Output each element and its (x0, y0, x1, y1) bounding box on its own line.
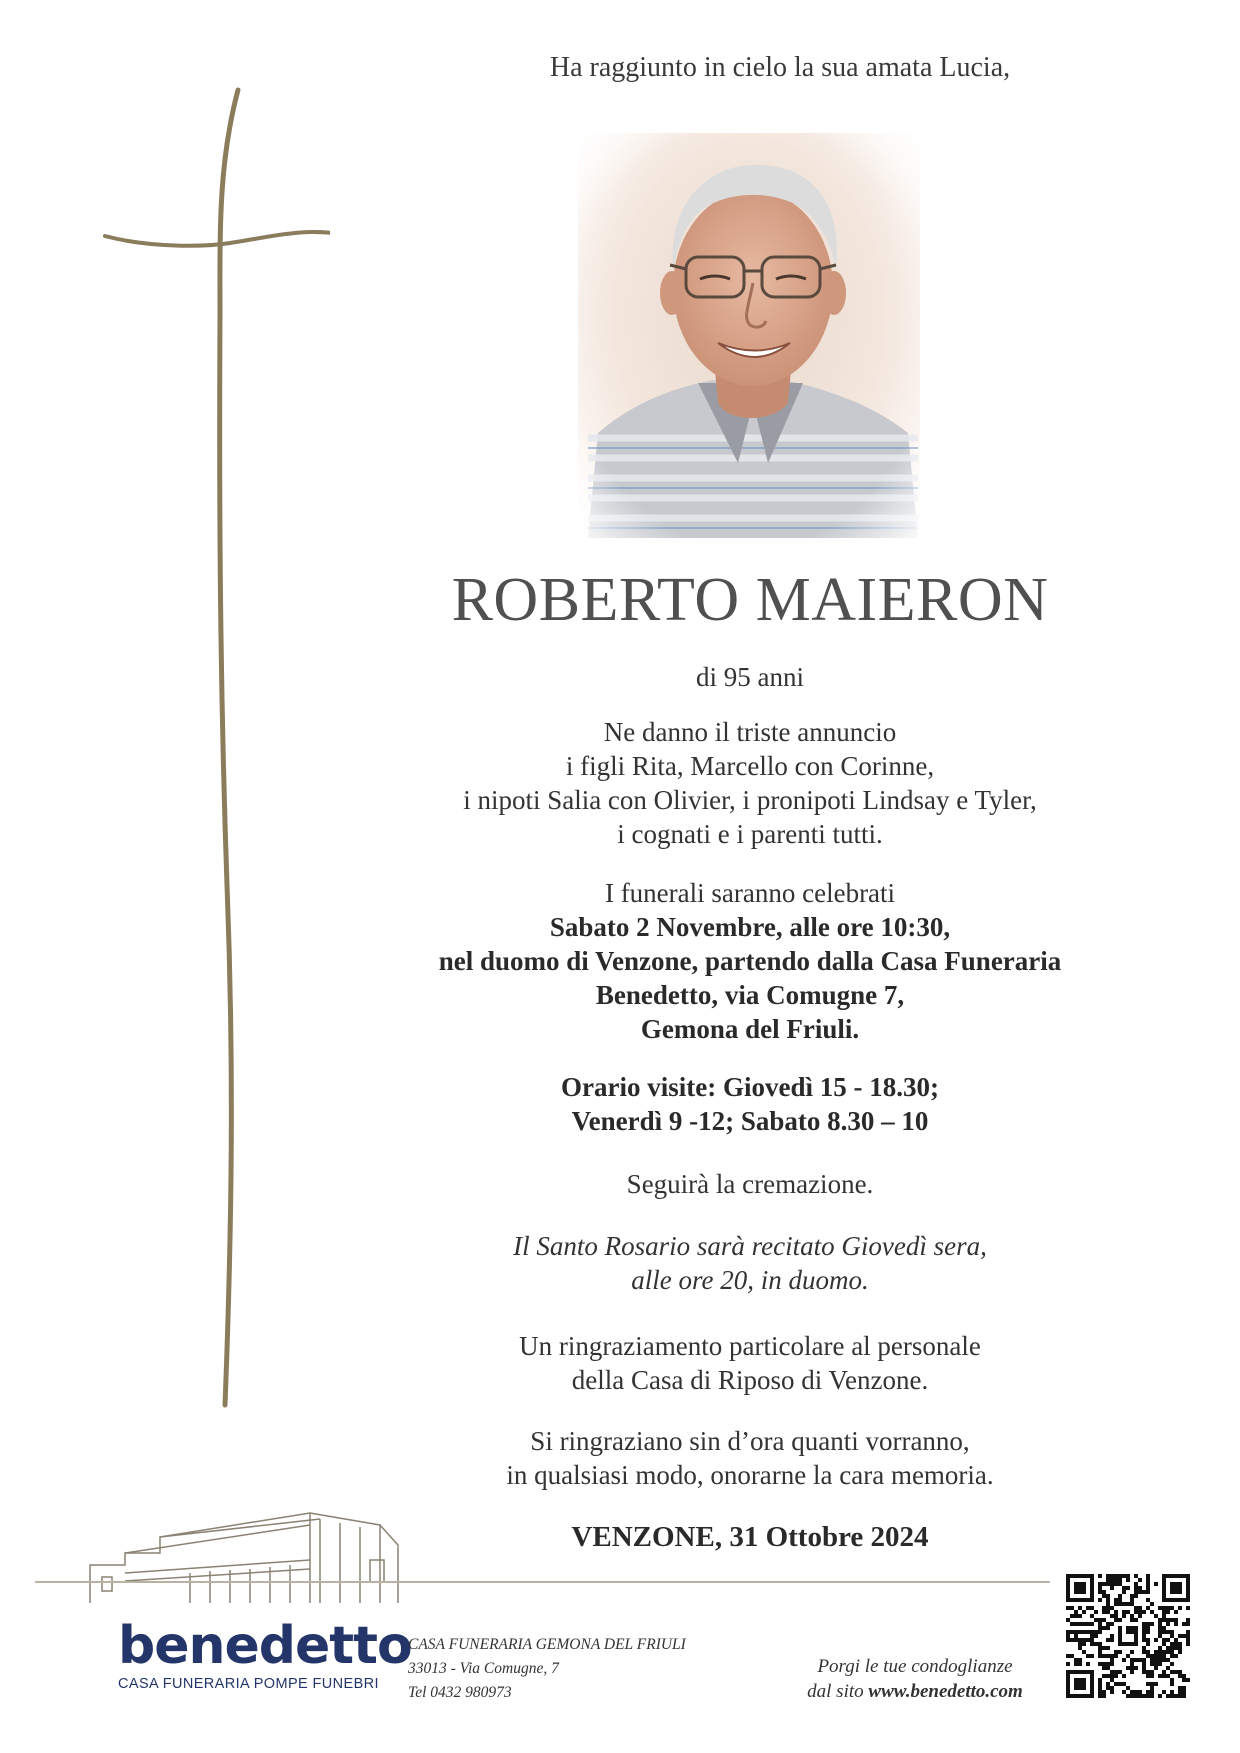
condolences-line (770, 1679, 1060, 1704)
announcement-line: Ne danno il triste annuncio (603, 717, 897, 747)
thanks-block (360, 1329, 1140, 1397)
thanks-line: Un ringraziamento particolare al personale (519, 1331, 981, 1361)
rosary-line: alle ore 20, in duomo. (631, 1265, 869, 1295)
place-date: VENZONE, 31 Ottobre 2024 (571, 1521, 929, 1553)
rosary-line: Il Santo Rosario sarà recitato Giovedì sera, (513, 1231, 987, 1261)
age-text: di 95 anni (696, 662, 804, 692)
logo-wordmark: benedetto (118, 1616, 412, 1676)
visiting-hours-block (360, 1070, 1140, 1138)
qr-code-icon[interactable] (1066, 1574, 1190, 1698)
funeral-home-address (408, 1633, 686, 1705)
funeral-intro: I funerali saranno celebrati (604, 878, 896, 908)
address-line: Tel 0432 980973 (408, 1684, 512, 1701)
announcement-line: i figli Rita, Marcello con Corinne, (565, 751, 935, 781)
funeral-detail-line: Sabato 2 Novembre, alle ore 10:30, (549, 912, 951, 942)
funeral-detail-line: nel duomo di Venzone, partendo dalla Casa Funeraria (438, 946, 1062, 976)
announcement-line: i cognati e i parenti tutti. (617, 819, 883, 849)
funeral-block (360, 876, 1140, 1046)
cross-icon (100, 85, 330, 1425)
deceased-name: ROBERTO MAIERON (451, 566, 1049, 634)
footer-divider (35, 1581, 1050, 1583)
website-link[interactable]: www.benedetto.com (868, 1681, 1023, 1702)
portrait-photo (578, 133, 920, 538)
memory-block (360, 1424, 1140, 1492)
funeral-detail-line: Gemona del Friuli. (640, 1014, 860, 1044)
visiting-hours-line: Orario visite: Giovedì 15 - 18.30; (561, 1072, 939, 1102)
condolences-line: Porgi le tue condoglianze (817, 1656, 1013, 1677)
address-line: CASA FUNERARIA GEMONA DEL FRIULI (408, 1636, 686, 1653)
announcement-block (360, 715, 1140, 851)
announcement-line: i nipoti Salia con Olivier, i pronipoti Lindsay e Tyler, (463, 785, 1037, 815)
building-icon (80, 1465, 410, 1605)
memory-line: in qualsiasi modo, onorarne la cara memoria. (506, 1460, 994, 1490)
benedetto-logo (118, 1616, 412, 1692)
address-line: 33013 - Via Comugne, 7 (408, 1660, 559, 1677)
logo-subtitle: CASA FUNERARIA POMPE FUNEBRI (118, 1676, 379, 1692)
cremation-text: Seguirà la cremazione. (626, 1169, 874, 1199)
memory-line: Si ringraziano sin d’ora quanti vorranno, (530, 1426, 970, 1456)
visiting-hours-line: Venerdì 9 -12; Sabato 8.30 – 10 (571, 1106, 929, 1136)
thanks-line: della Casa di Riposo di Venzone. (571, 1365, 929, 1395)
intro-text: Ha raggiunto in cielo la sua amata Lucia, (549, 52, 1011, 83)
condolences-note (770, 1654, 1060, 1704)
funeral-detail-line: Benedetto, via Comugne 7, (595, 980, 905, 1010)
condolences-prefix: dal sito (807, 1681, 869, 1702)
rosary-block (360, 1229, 1140, 1297)
